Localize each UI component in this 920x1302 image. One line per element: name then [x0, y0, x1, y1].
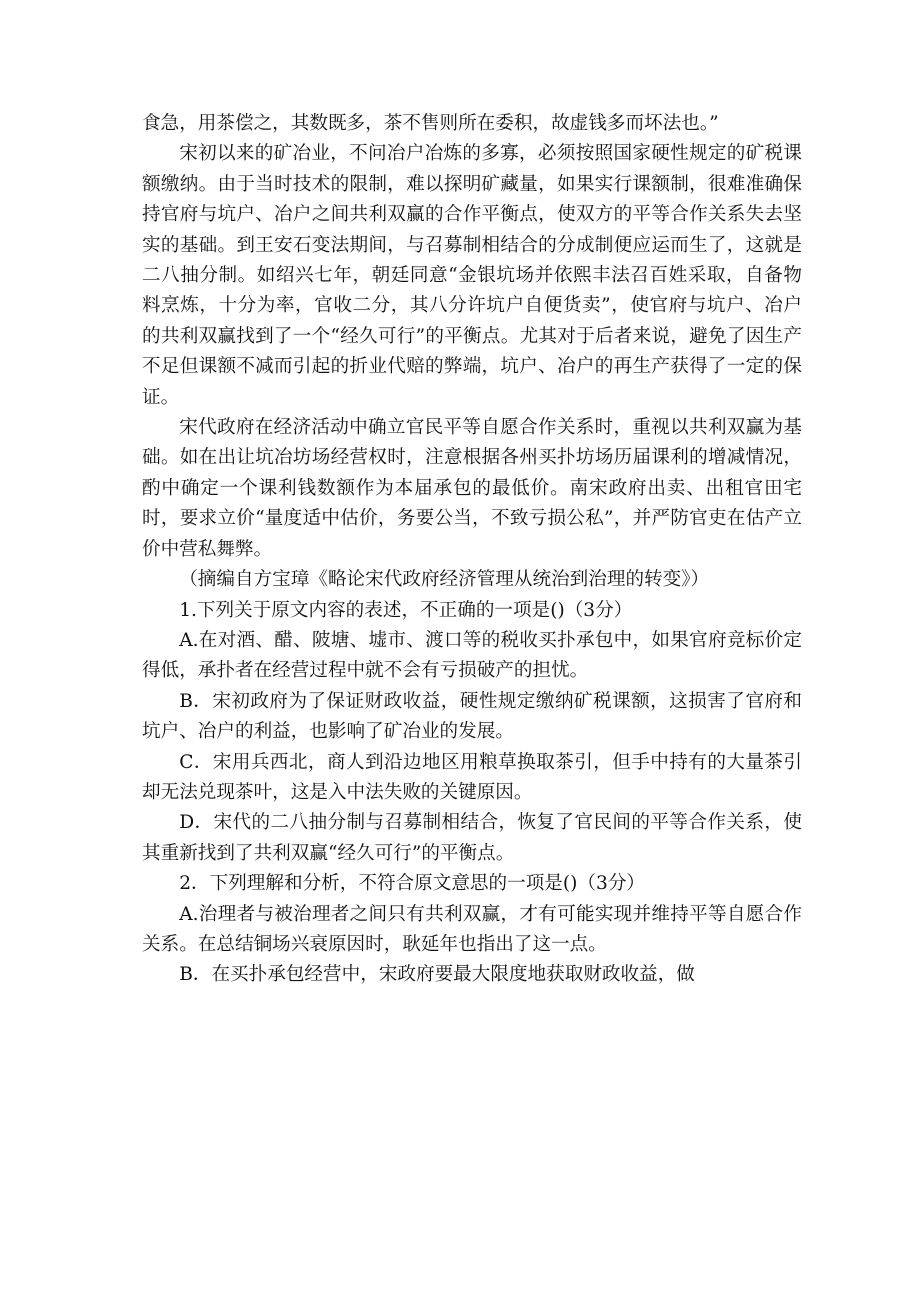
- paragraph-mining-tax: 宋初以来的矿冶业，不问冶户冶炼的多寡，必须按照国家硬性规定的矿税课额缴纳。由于当时技术的限制，难以探明矿藏量，如果实行课额制，很难准确保持官府与坑户、冶户之间共利双赢的合作平衡点，使双方的平等合作关系失去坚实的基础。到王安石变法期间，与召募制相结合的分成制便应运而生了，这就是二八抽分制。如绍兴七年，朝廷同意“金银坑场并依熙丰法召百姓采取，自备物料烹炼，十分为率，官收二分，其八分许坑户自便货卖”，使官府与坑户、冶户的共利双赢找到了一个“经久可行”的平衡点。尤其对于后者来说，避免了因生产不足但课额不减而引起的折业代赔的弊端，坑户、冶户的再生产获得了一定的保证。: [142, 143, 802, 408]
- paragraph-continuation: 食急，用茶偿之，其数既多，茶不售则所在委积，故虚钱多而坏法也。”: [142, 113, 719, 134]
- document-page: [142, 109, 802, 991]
- paragraph-government-cooperation: 宋代政府在经济活动中确立官民平等自愿合作关系时，重视以共利双赢为基础。如在出让坑冶坊场经营权时，注意根据各州买扑坊场历届课利的增减情况，酌中确定一个课利钱数额作为本届承包的最低价。南宋政府出卖、出租官田宅时，要求立价“量度适中估价，务要公当，不致亏损公私”，并严防官吏在估产立价中营私舞弊。: [142, 417, 802, 560]
- question-2-option-b: B．在买扑承包经营中，宋政府要最大限度地获取财政收益，做: [179, 964, 695, 986]
- question-1: 1.下列关于原文内容的表述，不正确的一项是()（3分）: [179, 599, 633, 621]
- question-1-option-d: D．宋代的二八抽分制与召募制相结合，恢复了官民间的平等合作关系，使其重新找到了共利双赢“经久可行”的平衡点。: [142, 812, 802, 864]
- source-citation: （摘编自方宝璋《略论宋代政府经济管理从统治到治理的转变》）: [179, 569, 710, 591]
- question-2: 2．下列理解和分析，不符合原文意思的一项是()（3分）: [179, 873, 646, 895]
- question-2-option-a: A.治理者与被治理者之间只有共利双赢，才有可能实现并维持平等自愿合作关系。在总结铜场兴衰原因时，耿延年也指出了这一点。: [142, 903, 802, 955]
- question-1-option-c: C．宋用兵西北，商人到沿边地区用粮草换取茶引，但手中持有的大量茶引却无法兑现茶叶，这是入中法失败的关键原因。: [142, 751, 802, 803]
- question-1-option-a: A.在对酒、醋、陂塘、墟市、渡口等的税收买扑承包中，如果官府竞标价定得低，承扑者在经营过程中就不会有亏损破产的担忧。: [142, 629, 802, 682]
- question-1-option-b: B．宋初政府为了保证财政收益，硬性规定缴纳矿税课额，这损害了官府和坑户、冶户的利益，也影响了矿冶业的发展。: [142, 690, 802, 743]
